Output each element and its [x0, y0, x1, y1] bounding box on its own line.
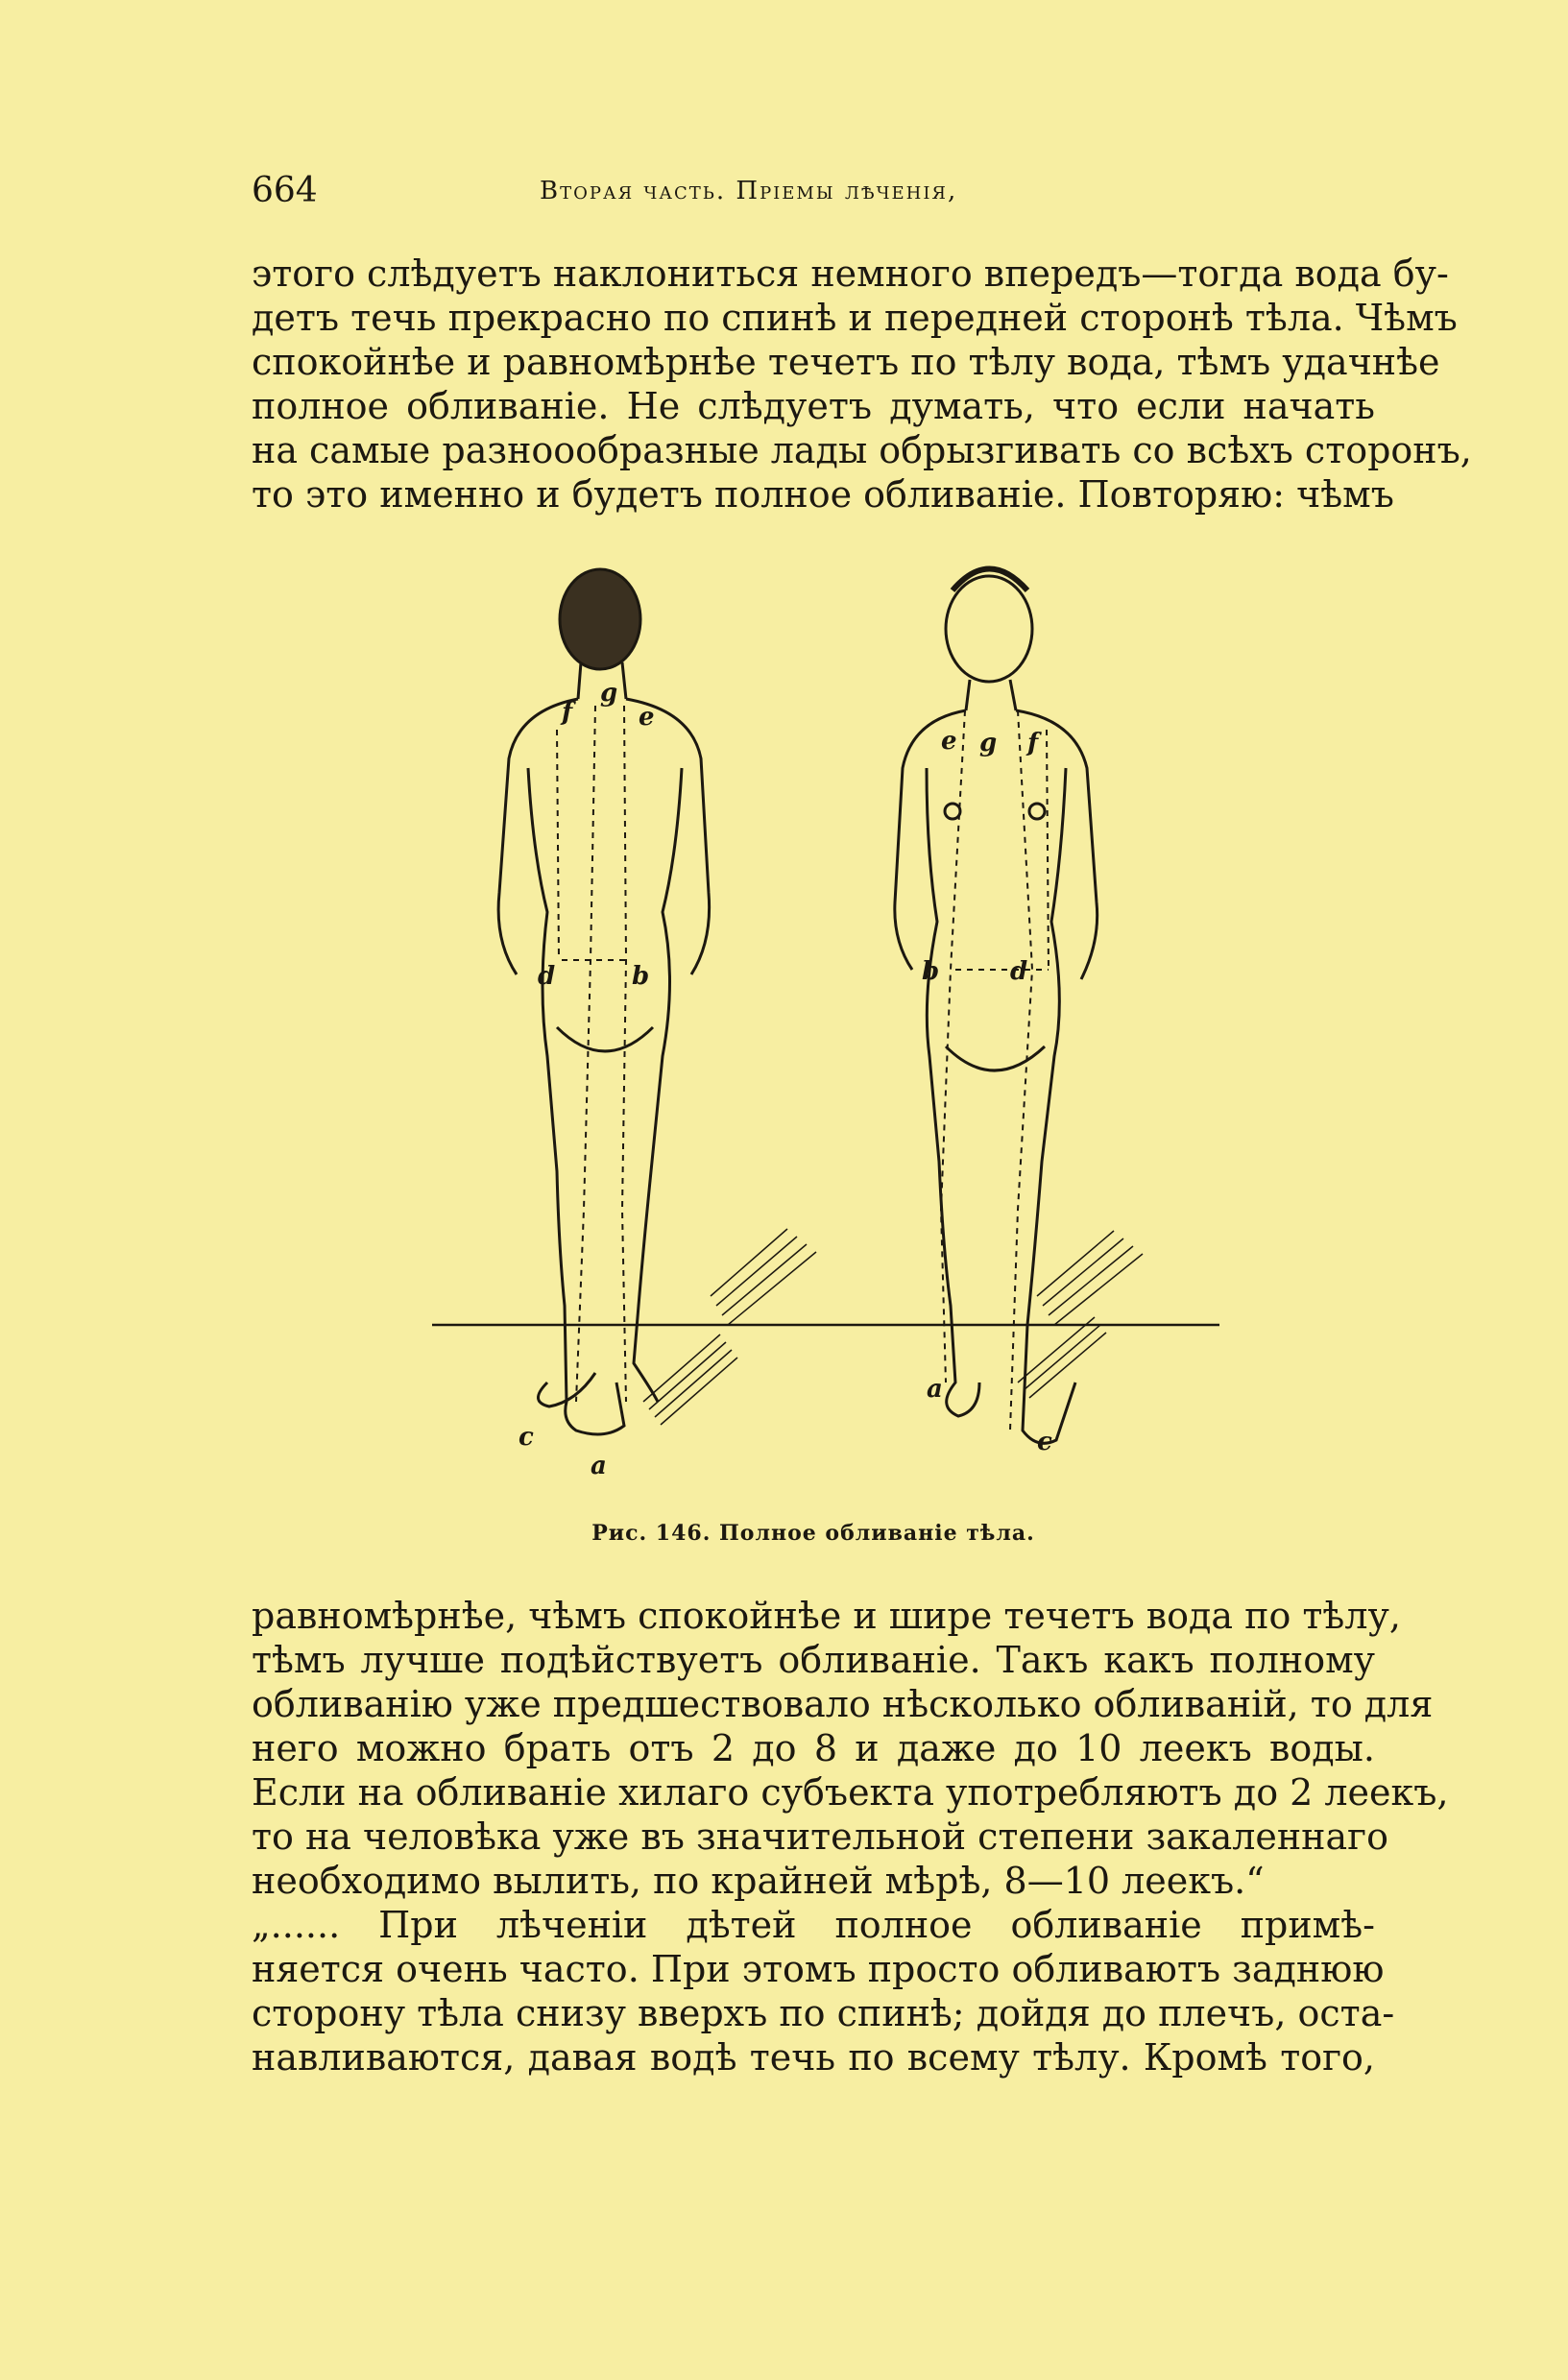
text-line: „...... При лѣченіи дѣтей полное обливаніе примѣ-: [252, 1904, 1375, 1946]
label-front-g: g: [979, 729, 998, 757]
figure-front-view: [895, 569, 1098, 1444]
text-line: то на человѣка уже въ значительной степени закаленнаго: [252, 1815, 1388, 1858]
paragraph-2: [252, 1594, 1449, 1903]
label-back-d: d: [538, 962, 556, 991]
back-flow-lines: [557, 706, 626, 1402]
label-front-f: f: [1027, 729, 1039, 757]
label-back-c: c: [519, 1423, 534, 1452]
figure-drawing: [403, 538, 1229, 1546]
label-back-a: a: [591, 1452, 607, 1480]
page-number: 664: [252, 171, 318, 210]
text-line: равномѣрнѣе, чѣмъ спокойнѣе и шире течетъ вода по тѣлу,: [252, 1595, 1401, 1637]
text-line: обливанію уже предшествовало нѣсколько обливаній, то для: [252, 1683, 1434, 1725]
text-line: спокойнѣе и равномѣрнѣе течетъ по тѣлу вода, тѣмъ удачнѣе: [252, 341, 1440, 383]
text-line: полное обливаніе. Не слѣдуетъ думать, что если начать: [252, 385, 1375, 427]
label-back-e: e: [639, 703, 655, 732]
text-line: навливаются, давая водѣ течь по всему тѣлу. Кромѣ того,: [252, 2036, 1375, 2079]
text-line: няется очень часто. При этомъ просто обливаютъ заднюю: [252, 1948, 1385, 1990]
label-back-b: b: [632, 962, 650, 991]
text-line: сторону тѣла снизу вверхъ по спинѣ; дойдя до плечъ, оста-: [252, 1992, 1395, 2034]
shadow-hatching: [643, 1229, 1143, 1425]
label-back-g: g: [600, 679, 618, 708]
running-title: Вторая часть. Пріемы лѣченія,: [540, 177, 958, 205]
page-header: [252, 171, 1356, 213]
label-front-b: b: [922, 957, 940, 986]
text-line: этого слѣдуетъ наклониться немного впередъ—тогда вода бу-: [252, 252, 1449, 295]
label-front-e: e: [941, 727, 957, 756]
paragraph-1: [252, 252, 1472, 517]
label-back-f: f: [562, 698, 573, 727]
label-front-a: a: [927, 1375, 943, 1404]
figure-illustration: [403, 538, 1229, 1546]
text-line: него можно брать отъ 2 до 8 и даже до 10 леекъ воды.: [252, 1727, 1375, 1769]
figure-caption: Рис. 146. Полное обливаніе тѣла.: [591, 1521, 1035, 1546]
text-line: тѣмъ лучше подѣйствуетъ обливаніе. Такъ какъ полному: [252, 1639, 1375, 1681]
text-line: необходимо вылить, по крайней мѣрѣ, 8—10 леекъ.“: [252, 1860, 1265, 1902]
label-front-c: c: [1037, 1428, 1052, 1456]
text-line: Если на обливаніе хилаго субъекта употребляютъ до 2 леекъ,: [252, 1771, 1449, 1814]
text-line: детъ течь прекрасно по спинѣ и передней сторонѣ тѣла. Чѣмъ: [252, 297, 1458, 339]
label-front-d: d: [1010, 957, 1028, 986]
text-line: то это именно и будетъ полное обливаніе. Повторяю: чѣмъ: [252, 473, 1394, 516]
paragraph-3: [252, 1903, 1395, 2079]
text-line: на самые разноообразные лады обрызгивать со всѣхъ сторонъ,: [252, 429, 1472, 471]
